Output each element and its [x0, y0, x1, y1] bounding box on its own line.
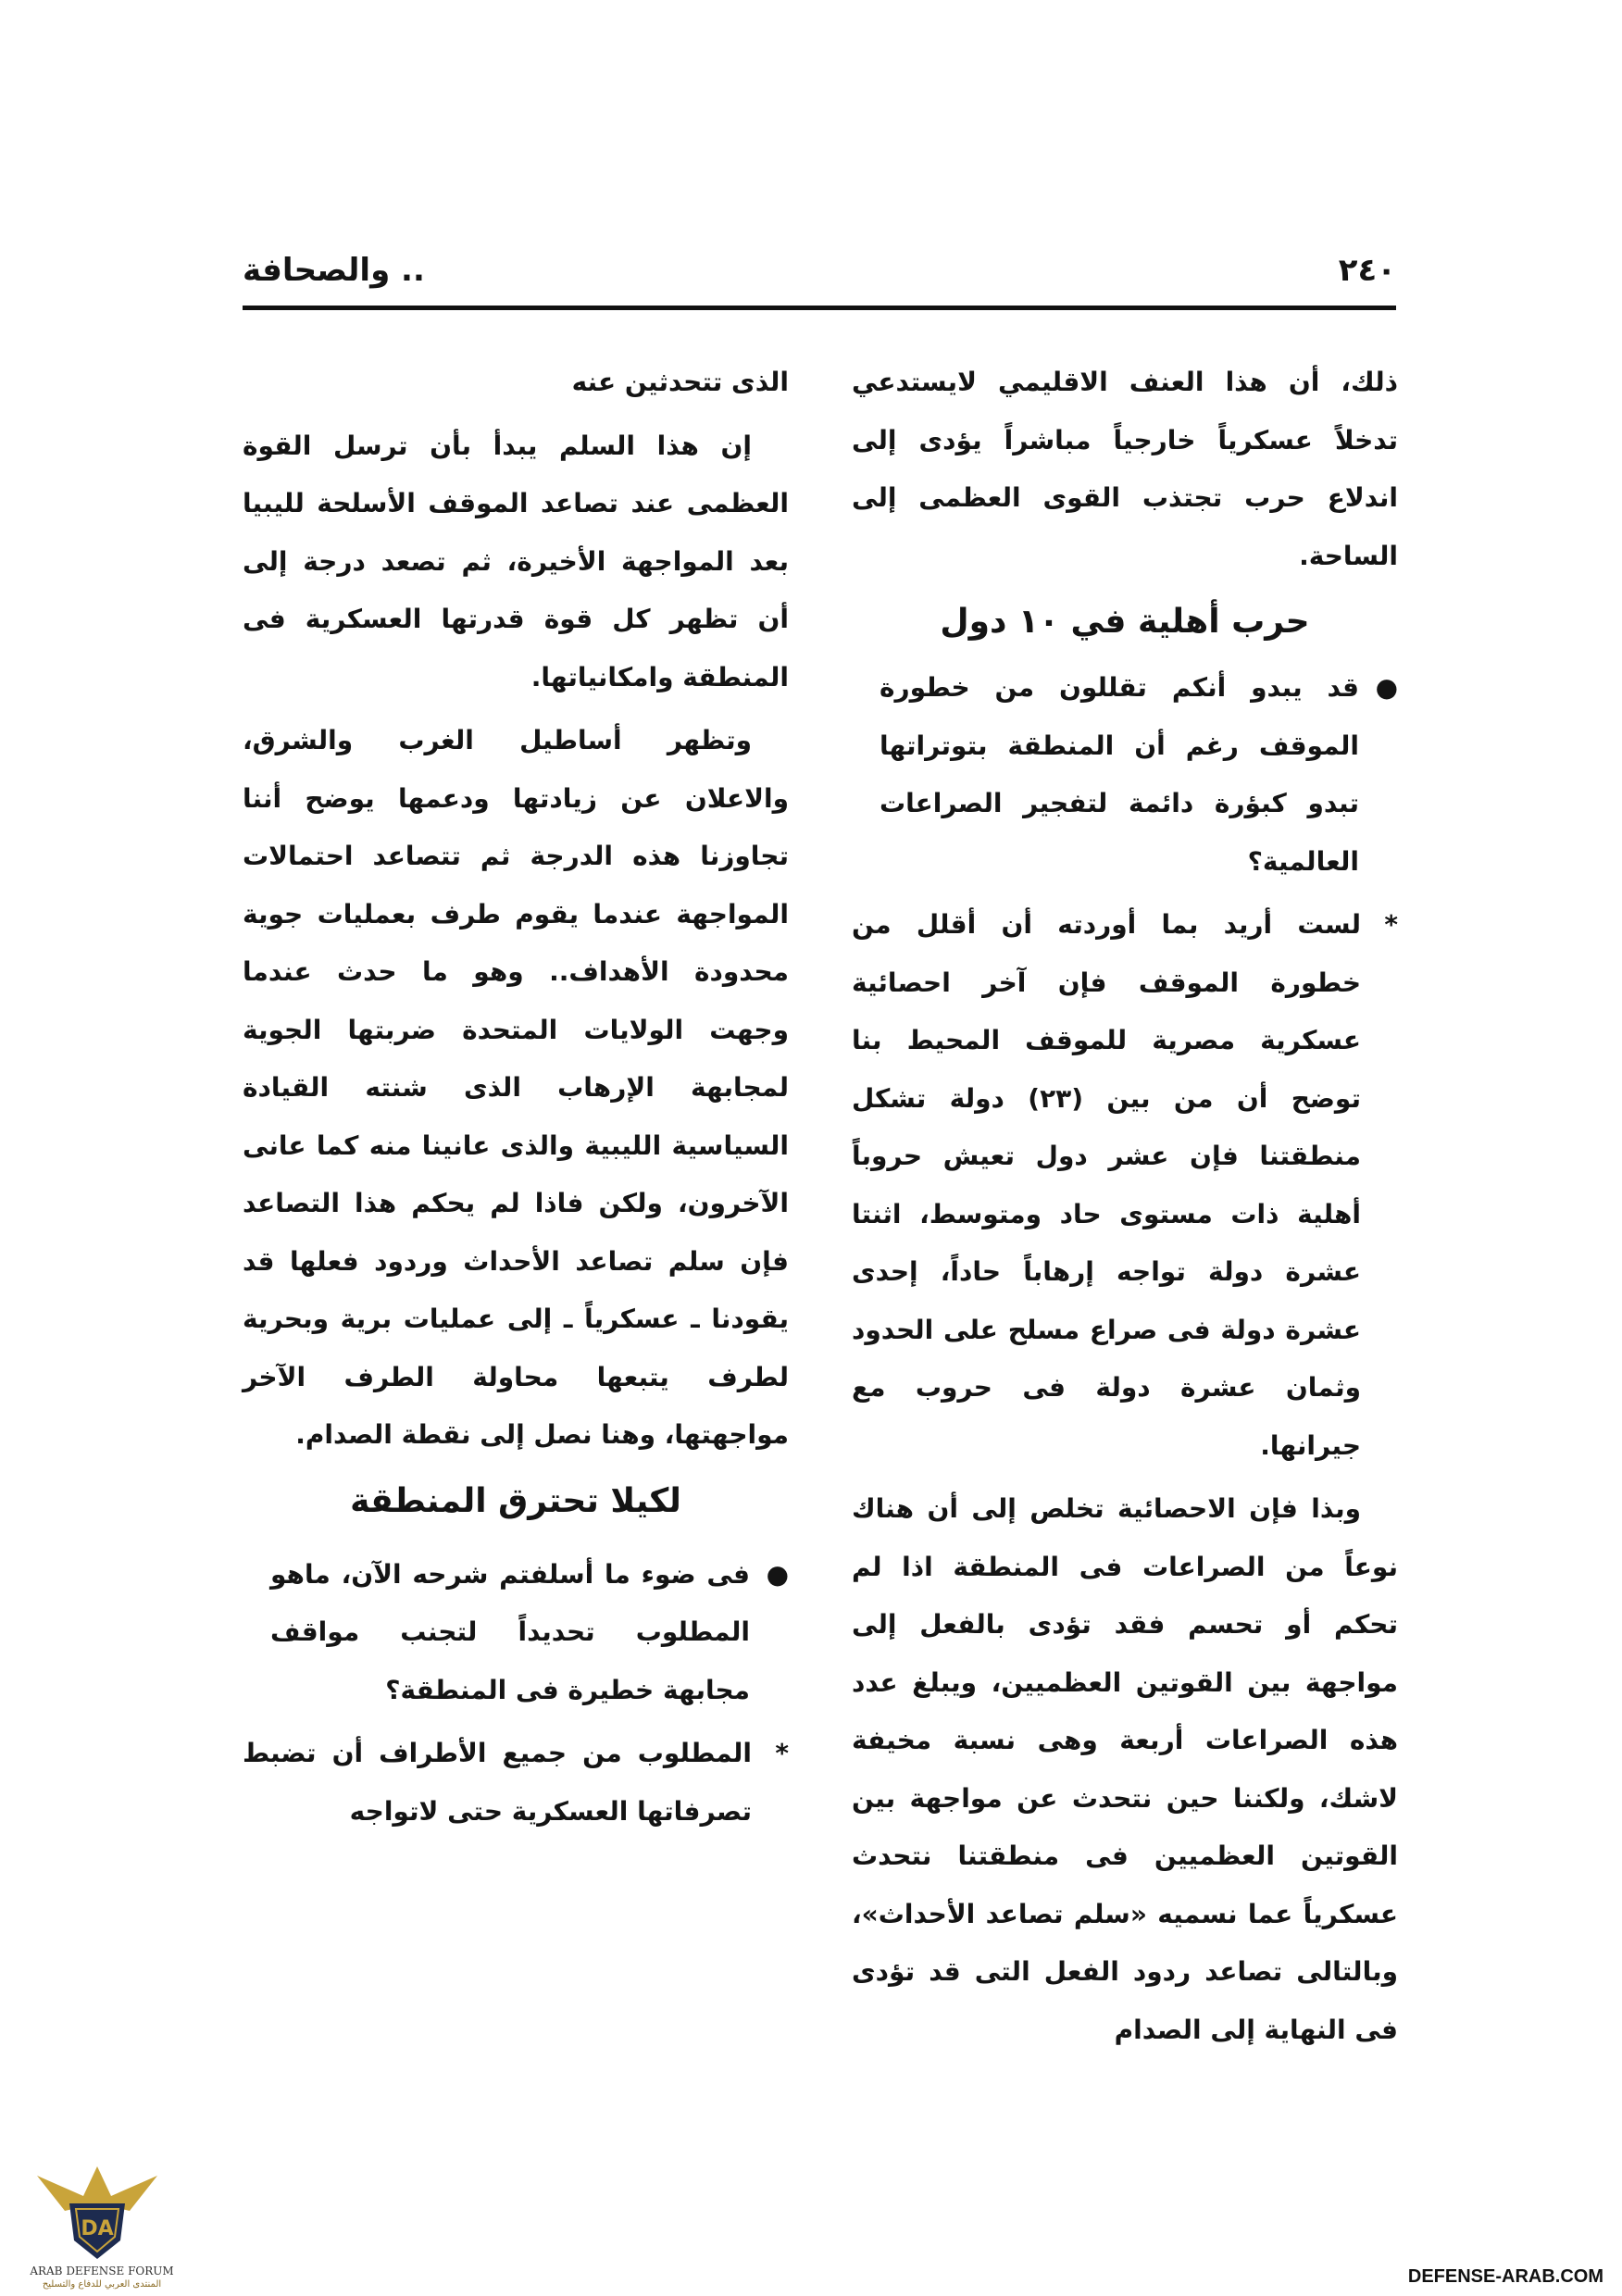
- section-title: لكيلا تحترق المنطقة: [350, 1481, 681, 1520]
- section-title: حرب أهلية في ١٠ دول: [940, 603, 1310, 641]
- forum-logo-icon: [28, 2139, 167, 2277]
- paragraph: ذلك، أن هذا العنف الاقليمي لايستدعي تدخلاً عسكرياً خارجياً مباشراً يؤدى إلى اندلاع حرب تجتذب القوى العظمى إلى الساحة.: [852, 367, 1398, 571]
- paragraph: إن هذا السلم يبدأ بأن ترسل القوة العظمى عند تصاعد الموقف الأسلحة لليبيا بعد المواجهة الأخيرة، ثم تصعد درجة إلى أن تظهر كل قوة قدرتها العسكرية فى المنطقة وامكانياتها.: [243, 430, 789, 693]
- left-column: [243, 354, 789, 1846]
- bullet-marker: ●: [766, 1558, 789, 1590]
- asterisk-marker: *: [1384, 909, 1398, 940]
- paragraph: الذى تتحدثين عنه: [571, 367, 789, 397]
- answer-block: [243, 1725, 789, 1841]
- running-title: .. والصحافة: [243, 252, 425, 289]
- bullet-marker: ●: [1375, 672, 1398, 703]
- paragraph: وبذا فإن الاحصائية تخلص إلى أن هناك نوعاً من الصراعات فى المنطقة اذا لم تحكم أو تحسم فقد تؤدى بالفعل إلى مواجهة بين القوتين العظميين، ويبلغ عدد هذه الصراعات أربعة وهى نسبة مخيفة لاشك، ولكننا حين نتحدث عن مواجهة بين القوتين العظميين فى منطقتنا نتحدث عسكرياً عما نسميه «سلم تصاعد الأحداث»، وبالتالى تصاعد ردود الفعل التى قد تؤدى فى النهاية إلى الصدام: [852, 1493, 1398, 2045]
- question-block: [243, 1546, 789, 1720]
- logo-text: ARAB DEFENSE FORUM: [30, 2265, 174, 2277]
- right-column: [852, 354, 1398, 2065]
- question-text: فى ضوء ما أسلفتم شرحه الآن، ماهو المطلوب تحديداً لتجنب مواقف مجابهة خطيرة فى المنطقة؟: [270, 1558, 750, 1705]
- answer-text: المطلوب من جميع الأطراف أن تضبط تصرفاتها العسكرية حتى لاتواجه: [243, 1738, 752, 1827]
- site-watermark: DEFENSE-ARAB.COM: [1407, 2266, 1603, 2287]
- page-number: ٢٤٠: [1338, 252, 1396, 289]
- question-block: [852, 659, 1398, 891]
- answer-text: لست أريد بما أوردته أن أقلل من خطورة الموقف فإن آخر احصائية عسكرية مصرية للموقف المحيط بنا توضح أن من بين (٢٣) دولة تشكل منطقتنا فإن عشر دول تعيش حروباً أهلية ذات مستوى حاد ومتوسط، اثنتا عشرة دولة تواجه إرهاباً حاداً، إحدى عشرة دولة فى صراع مسلح على الحدود وثمان عشرة دولة فى حروب مع جيرانها.: [852, 909, 1361, 1461]
- logo-initials: DA: [81, 2217, 114, 2240]
- question-text: قد يبدو أنكم تقللون من خطورة الموقف رغم أن المنطقة بتوتراتها تبدو كبؤرة دائمة لتفجير الصراعات العالمية؟: [880, 672, 1359, 877]
- answer-block: [852, 896, 1398, 1475]
- page-header: [243, 248, 1396, 300]
- logo-subtitle: المنتدى العربي للدفاع والتسليح: [42, 2279, 162, 2290]
- header-rule: [243, 306, 1396, 310]
- paragraph: وتظهر أساطيل الغرب والشرق، والاعلان عن زيادتها ودعمها يوضح أننا تجاوزنا هذه الدرجة ثم تتصاعد احتمالات المواجهة عندما يقوم طرف بعمليات جوية محدودة الأهداف.. وهو ما حدث عندما وجهت الولايات المتحدة ضربتها الجوية لمجابهة الإرهاب الذى شنته القيادة السياسية الليبية والذى عانينا منه كما عانى الآخرون، ولكن فاذا لم يحكم هذا التصاعد فإن سلم تصاعد الأحداث وردود فعلها قد يقودنا ـ عسكرياً ـ إلى عمليات برية وبحرية لطرف يتبعها محاولة الطرف الآخر مواجهتها، وهنا نصل إلى نقطة الصدام.: [243, 725, 789, 1450]
- asterisk-marker: *: [775, 1738, 789, 1768]
